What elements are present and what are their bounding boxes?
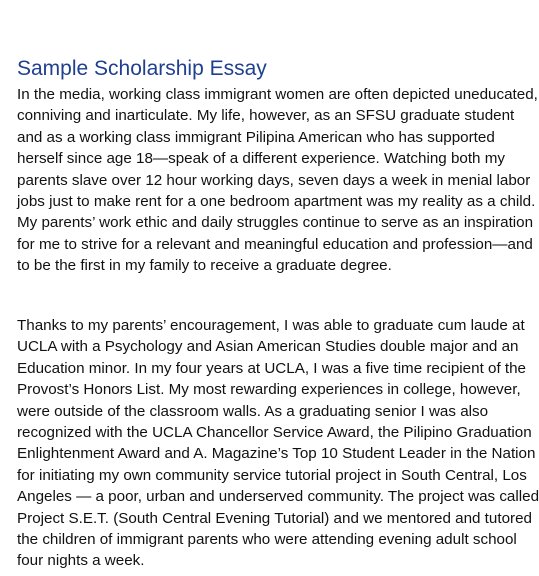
text-line: In the media, working class immigrant women are often depicted uneducated, [17, 86, 538, 103]
text-line: four nights a week. [17, 552, 145, 570]
text-line: for initiating my own community service tutorial project in South Central, Los [17, 466, 527, 484]
text-line: parents slave over 12 hour working days, seven days a week in menial labor [17, 171, 531, 189]
text-line: for me to strive for a relevant and meaningful education and profession—and [17, 235, 533, 253]
text-line: herself since age 18—speak of a different experience. Watching both my [17, 150, 505, 168]
text-line: jobs just to make rent for a one bedroom apartment was my reality as a child. [17, 193, 536, 211]
text-line: UCLA with a Psychology and Asian American Studies double major and an [17, 338, 519, 356]
text-line: the children of immigrant parents who were attending evening adult school [17, 531, 517, 549]
essay-title: Sample Scholarship Essay [17, 57, 267, 80]
text-line: Enlightenment Award and A. Magazine’s Top 10 Student Leader in the Nation [17, 445, 536, 463]
text-line: Angeles — a poor, urban and underserved community. The project was called [17, 488, 539, 506]
text-line: Project S.E.T. (South Central Evening Tutorial) and we mentored and tutored [17, 509, 532, 527]
text-line: recognized with the UCLA Chancellor Service Award, the Pilipino Graduation [17, 424, 532, 442]
text-line: Education minor. In my four years at UCLA, I was a five time recipient of the [17, 359, 527, 377]
text-line: and as a working class immigrant Pilipina American who has supported [17, 128, 495, 146]
text-line: to be the first in my family to receive a graduate degree. [17, 257, 392, 275]
text-line: Thanks to my parents’ encouragement, I was able to graduate cum laude at [17, 317, 525, 334]
text-line: Provost’s Honors List. My most rewarding experiences in college, however, [17, 381, 521, 399]
paragraph-1 [17, 84, 538, 277]
text-line: My parents’ work ethic and daily struggles continue to serve as an inspiration [17, 214, 534, 232]
text-line: conniving and inarticulate. My life, however, as an SFSU graduate student [17, 107, 515, 125]
text-line: were outside of the classroom walls. As a graduating senior I was also [17, 402, 489, 420]
paragraph-2 [17, 315, 539, 572]
